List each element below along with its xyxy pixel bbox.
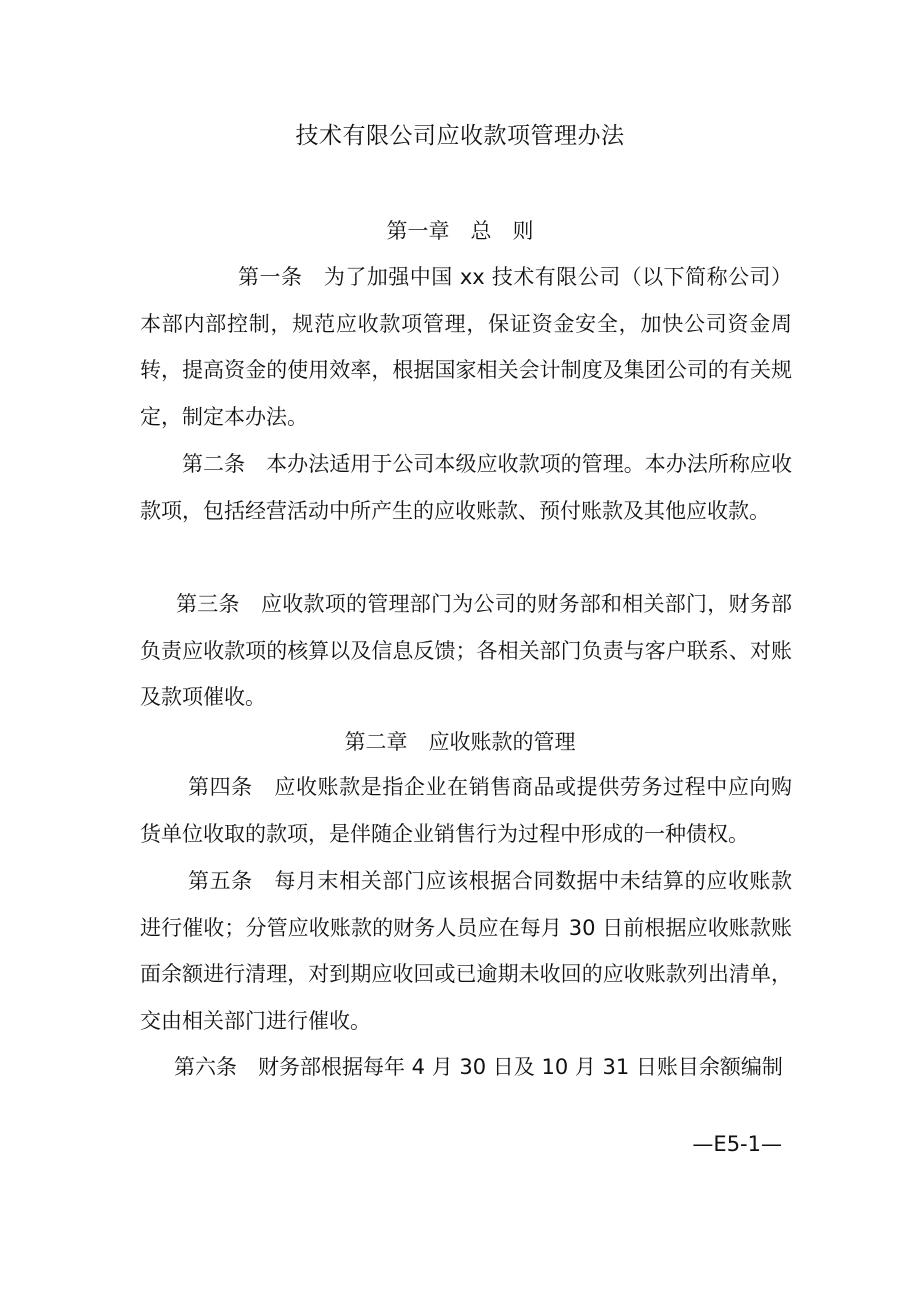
- article-6: 第六条 财务部根据每年 4 月 30 日及 10 月 31 日账目余额编制: [174, 1055, 783, 1079]
- article-2: 第二条 本办法适用于公司本级应收款项的管理。本办法所称应收款项，包括经营活动中所产生的应收账款、预付账款及其他应收款。: [140, 452, 792, 523]
- chapter-heading-1: 第一章 总 则: [386, 219, 534, 243]
- article-4: 第四条 应收账款是指企业在销售商品或提供劳务过程中应向购货单位收取的款项，是伴随企业销售行为过程中形成的一种债权。: [140, 775, 792, 846]
- article-1: 第一条 为了加强中国 xx 技术有限公司（以下简称公司）本部内部控制，规范应收款项管理，保证资金安全，加快公司资金周转，提高资金的使用效率，根据国家相关会计制度及集团公司的有关规定，制定本办法。: [140, 265, 792, 429]
- chapter-heading-2: 第二章 应收账款的管理: [344, 730, 576, 754]
- page-number: —E5-1—: [692, 1132, 782, 1156]
- article-3: 第三条 应收款项的管理部门为公司的财务部和相关部门，财务部负责应收款项的核算以及信息反馈；各相关部门负责与客户联系、对账及款项催收。: [140, 592, 792, 709]
- document-title: 技术有限公司应收款项管理办法: [295, 123, 625, 149]
- article-5: 第五条 每月末相关部门应该根据合同数据中未结算的应收账款进行催收；分管应收账款的财务人员应在每月 30 日前根据应收账款账面余额进行清理，对到期应收回或已逾期未收回的应收账款列出清单，交由相关部门进行催收。: [140, 869, 792, 1033]
